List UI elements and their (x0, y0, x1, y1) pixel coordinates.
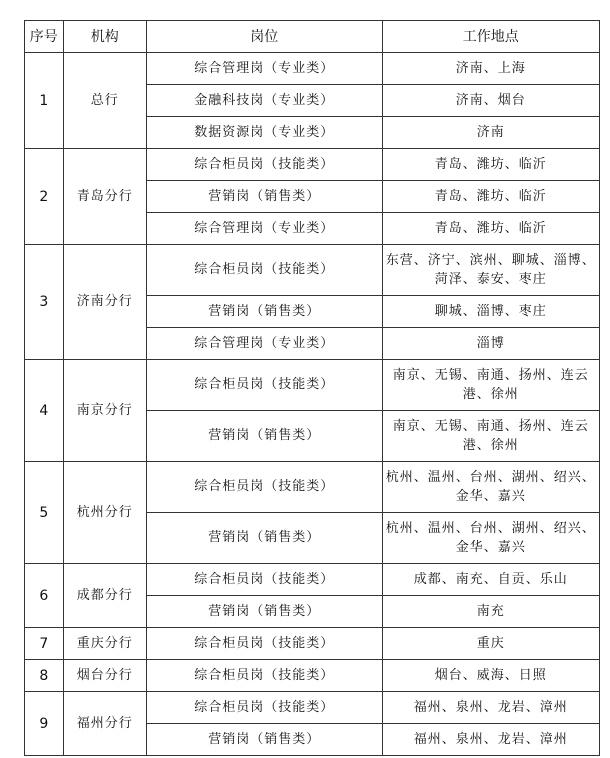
org-name: 南京分行 (63, 360, 146, 462)
org-name: 济南分行 (63, 245, 146, 360)
position-name: 综合柜员岗（技能类） (146, 692, 382, 724)
row-number: 8 (25, 660, 64, 692)
position-name: 综合管理岗（专业类） (146, 213, 382, 245)
work-location: 济南、上海 (382, 53, 599, 85)
work-location: 东营、济宁、滨州、聊城、淄博、菏泽、泰安、枣庄 (382, 245, 599, 296)
work-location: 青岛、潍坊、临沂 (382, 181, 599, 213)
work-location: 南京、无锡、南通、扬州、连云港、徐州 (382, 411, 599, 462)
table-row (25, 628, 600, 660)
positions-table (24, 20, 600, 756)
position-name: 综合柜员岗（技能类） (146, 462, 382, 513)
org-name: 杭州分行 (63, 462, 146, 564)
work-location: 福州、泉州、龙岩、漳州 (382, 692, 599, 724)
table-row (25, 564, 600, 596)
work-location: 青岛、潍坊、临沂 (382, 149, 599, 181)
position-name: 金融科技岗（专业类） (146, 85, 382, 117)
row-number: 5 (25, 462, 64, 564)
table-row (25, 53, 600, 85)
work-location: 杭州、温州、台州、湖州、绍兴、金华、嘉兴 (382, 462, 599, 513)
position-name: 综合管理岗（专业类） (146, 328, 382, 360)
row-number: 7 (25, 628, 64, 660)
position-name: 综合柜员岗（技能类） (146, 360, 382, 411)
position-name: 综合柜员岗（技能类） (146, 628, 382, 660)
work-location: 烟台、威海、日照 (382, 660, 599, 692)
table-header-row (25, 21, 600, 53)
table-row (25, 245, 600, 296)
work-location: 福州、泉州、龙岩、漳州 (382, 724, 599, 756)
work-location: 济南 (382, 117, 599, 149)
table-row (25, 462, 600, 513)
row-number: 6 (25, 564, 64, 628)
row-number: 2 (25, 149, 64, 245)
row-number: 1 (25, 53, 64, 149)
table-row (25, 149, 600, 181)
work-location: 重庆 (382, 628, 599, 660)
work-location: 杭州、温州、台州、湖州、绍兴、金华、嘉兴 (382, 513, 599, 564)
header-no: 序号 (25, 21, 64, 53)
position-name: 综合柜员岗（技能类） (146, 660, 382, 692)
position-name: 综合柜员岗（技能类） (146, 564, 382, 596)
position-name: 综合管理岗（专业类） (146, 53, 382, 85)
work-location: 南京、无锡、南通、扬州、连云港、徐州 (382, 360, 599, 411)
org-name: 重庆分行 (63, 628, 146, 660)
position-name: 营销岗（销售类） (146, 411, 382, 462)
position-name: 营销岗（销售类） (146, 513, 382, 564)
position-name: 营销岗（销售类） (146, 596, 382, 628)
position-name: 营销岗（销售类） (146, 296, 382, 328)
position-name: 数据资源岗（专业类） (146, 117, 382, 149)
work-location: 淄博 (382, 328, 599, 360)
table-row (25, 660, 600, 692)
position-name: 综合柜员岗（技能类） (146, 245, 382, 296)
table-row (25, 360, 600, 411)
org-name: 成都分行 (63, 564, 146, 628)
work-location: 聊城、淄博、枣庄 (382, 296, 599, 328)
work-location: 南充 (382, 596, 599, 628)
position-name: 营销岗（销售类） (146, 724, 382, 756)
org-name: 福州分行 (63, 692, 146, 756)
org-name: 青岛分行 (63, 149, 146, 245)
header-org: 机构 (63, 21, 146, 53)
org-name: 总行 (63, 53, 146, 149)
work-location: 青岛、潍坊、临沂 (382, 213, 599, 245)
header-position: 岗位 (146, 21, 382, 53)
work-location: 成都、南充、自贡、乐山 (382, 564, 599, 596)
row-number: 9 (25, 692, 64, 756)
row-number: 3 (25, 245, 64, 360)
work-location: 济南、烟台 (382, 85, 599, 117)
position-name: 综合柜员岗（技能类） (146, 149, 382, 181)
org-name: 烟台分行 (63, 660, 146, 692)
row-number: 4 (25, 360, 64, 462)
header-location: 工作地点 (382, 21, 599, 53)
table-row (25, 692, 600, 724)
position-name: 营销岗（销售类） (146, 181, 382, 213)
